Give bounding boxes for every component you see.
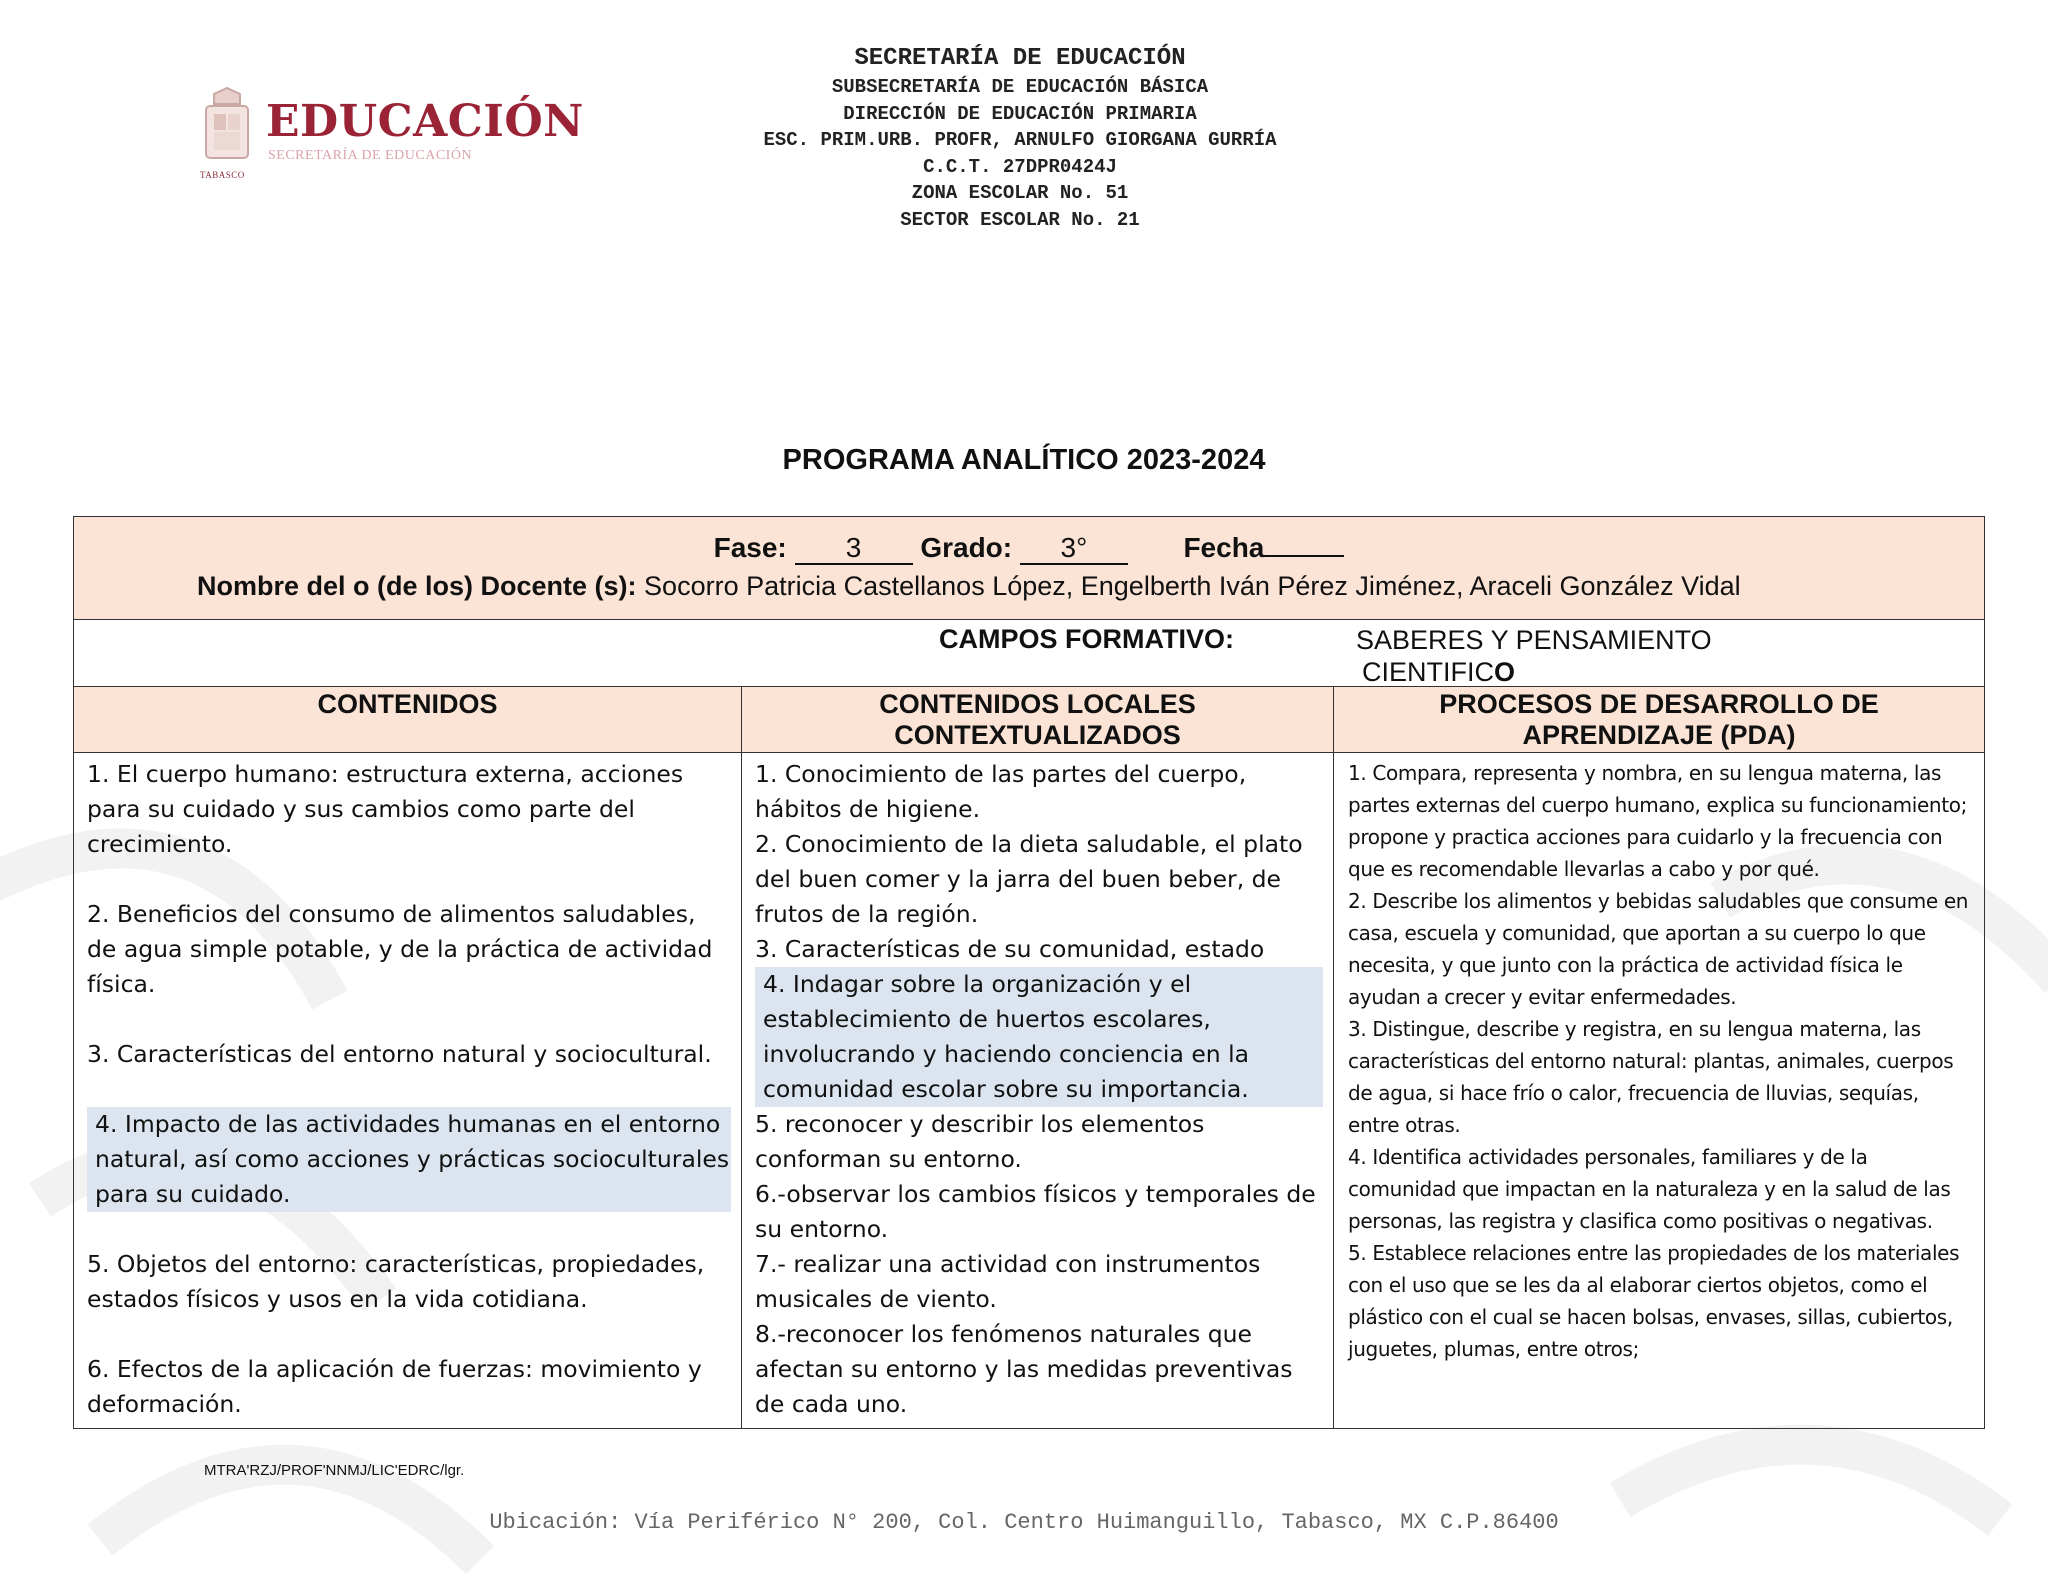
pda-item: 1. Compara, representa y nombra, en su lengua materna, las partes externas del cuerpo humano, explica su funcionamiento; propone y practica acciones para cuidarlo y la frecuencia con que es recomendable llevarlas a cabo y por qué. <box>1348 761 1967 881</box>
column-header-contenidos: CONTENIDOS <box>74 687 741 753</box>
brand-name: EDUCACIÓN <box>266 96 584 147</box>
content-columns <box>74 687 1984 1428</box>
tabasco-seal-icon <box>200 86 254 168</box>
column-locales <box>742 687 1334 1428</box>
column-pda <box>1334 687 1984 1428</box>
local-item: 3. Características de su comunidad, estado <box>755 935 1265 963</box>
pda-item: 3. Distingue, describe y registra, en su lengua materna, las características del entorno natural: plantas, animales, cuerpos de agua, si hace frío o calor, frecuencia de lluvias, sequías, entre otras. <box>1348 1017 1954 1137</box>
header-line-5: C.C.T. 27DPR0424J <box>923 155 1117 178</box>
pda-list <box>1334 753 1984 1428</box>
contenido-item: 2. Beneficios del consumo de alimentos saludables, de agua simple potable, y de la práctica de actividad física. <box>87 900 713 998</box>
local-item: 7.- realizar una actividad con instrumentos musicales de viento. <box>755 1250 1261 1313</box>
pda-item: 4. Identifica actividades personales, familiares y de la comunidad que impactan en la naturaleza y en la salud de las personas, las registra y clasifica como positivas o negativas. <box>1348 1145 1951 1233</box>
brand-subtitle: SECRETARÍA DE EDUCACIÓN <box>268 148 473 163</box>
local-item-highlighted: 4. Indagar sobre la organización y el establecimiento de huertos escolares, involucrando y haciendo conciencia en la comunidad escolar sobre su importancia. <box>755 967 1323 1107</box>
pda-item: 5. Establece relaciones entre las propiedades de los materiales con el uso que se les da al elaborar ciertos objetos, como el plástico con el cual se hacen bolsas, envases, sillas, cubiertos, juguetes, plumas, entre otros; <box>1348 1241 1960 1361</box>
footer-address: Ubicación: Vía Periférico N° 200, Col. Centro Huimanguillo, Tabasco, MX C.P.86400 <box>489 1510 1559 1535</box>
footer-initials: MTRA'RZJ/PROF'NNMJ/LIC'EDRC/lgr. <box>204 1462 465 1479</box>
column-header-locales: CONTENIDOS LOCALES CONTEXTUALIZADOS <box>742 687 1333 753</box>
document-title-text: PROGRAMA ANALÍTICO 2023-2024 <box>782 444 1266 476</box>
contenido-item: 3. Características del entorno natural y sociocultural. <box>87 1040 712 1068</box>
local-item: 8.-reconocer los fenómenos naturales que afectan su entorno y las medidas preventivas de cada uno. <box>755 1320 1293 1418</box>
info-row <box>74 517 1984 620</box>
local-item: 1. Conocimiento de las partes del cuerpo, hábitos de higiene. <box>755 760 1247 823</box>
fase-value: 3 <box>795 533 913 565</box>
local-item: 5. reconocer y describir los elementos conforman su entorno. <box>755 1110 1205 1173</box>
document-title <box>0 444 2048 477</box>
header-line-6: ZONA ESCOLAR No. 51 <box>911 182 1129 204</box>
contenido-item: 1. El cuerpo humano: estructura externa, acciones para su cuidado y sus cambios como parte del crecimiento. <box>87 760 684 858</box>
header-line-1: SECRETARÍA DE EDUCACIÓN <box>854 45 1186 72</box>
campo-value-line-2: CIENTIFICO <box>1362 657 1516 687</box>
campo-value-line-1: SABERES Y PENSAMIENTO <box>1356 625 1712 655</box>
grado-label: Grado: <box>920 532 1013 563</box>
contenido-item-highlighted: 4. Impacto de las actividades humanas en el entorno natural, así como acciones y prácticas socioculturales para su cuidado. <box>87 1107 731 1212</box>
header-line-3: DIRECCIÓN DE EDUCACIÓN PRIMARIA <box>843 102 1197 125</box>
contenidos-list <box>74 753 741 1428</box>
docente-line <box>197 571 1741 602</box>
local-item: 6.-observar los cambios físicos y temporales de su entorno. <box>755 1180 1316 1243</box>
fase-label: Fase: <box>713 532 787 563</box>
pda-item: 2. Describe los alimentos y bebidas saludables que consume en casa, escuela y comunidad, que aportan a su cuerpo lo que necesita, y que junto con la práctica de actividad física le ayudan a crecer y evitar enfermedades. <box>1348 889 1969 1009</box>
docente-names: Socorro Patricia Castellanos López, Engelberth Iván Pérez Jiménez, Araceli González Vidal <box>636 571 1741 601</box>
seal-caption: TABASCO <box>200 170 245 180</box>
contenido-item: 6. Efectos de la aplicación de fuerzas: movimiento y deformación. <box>87 1355 702 1418</box>
education-logo <box>200 86 584 182</box>
docente-label: Nombre del o (de los) Docente (s): <box>197 571 637 601</box>
locales-list <box>742 753 1333 1428</box>
header-line-7: SECTOR ESCOLAR No. 21 <box>900 208 1140 231</box>
header-line-2: SUBSECRETARÍA DE EDUCACIÓN BÁSICA <box>831 76 1209 98</box>
column-header-pda: PROCESOS DE DESARROLLO DE APRENDIZAJE (PDA) <box>1334 687 1984 753</box>
header-line-4: ESC. PRIM.URB. PROFR, ARNULFO GIORGANA GURRÍA <box>763 129 1277 151</box>
program-table <box>73 516 1985 1429</box>
campo-value <box>1356 624 1776 688</box>
institution-header <box>560 44 1480 233</box>
fase-grado-fecha-line <box>74 525 1984 565</box>
grado-value: 3° <box>1020 533 1128 565</box>
column-contenidos <box>74 687 742 1428</box>
fecha-blank <box>1264 525 1344 557</box>
campo-label: CAMPOS FORMATIVO: <box>939 624 1234 654</box>
campo-row <box>74 620 1984 687</box>
local-item: 2. Conocimiento de la dieta saludable, el plato del buen comer y la jarra del buen beber, de frutos de la región. <box>755 830 1303 928</box>
contenido-item: 5. Objetos del entorno: características, propiedades, estados físicos y usos en la vida cotidiana. <box>87 1250 705 1313</box>
fecha-label: Fecha <box>1183 532 1265 563</box>
